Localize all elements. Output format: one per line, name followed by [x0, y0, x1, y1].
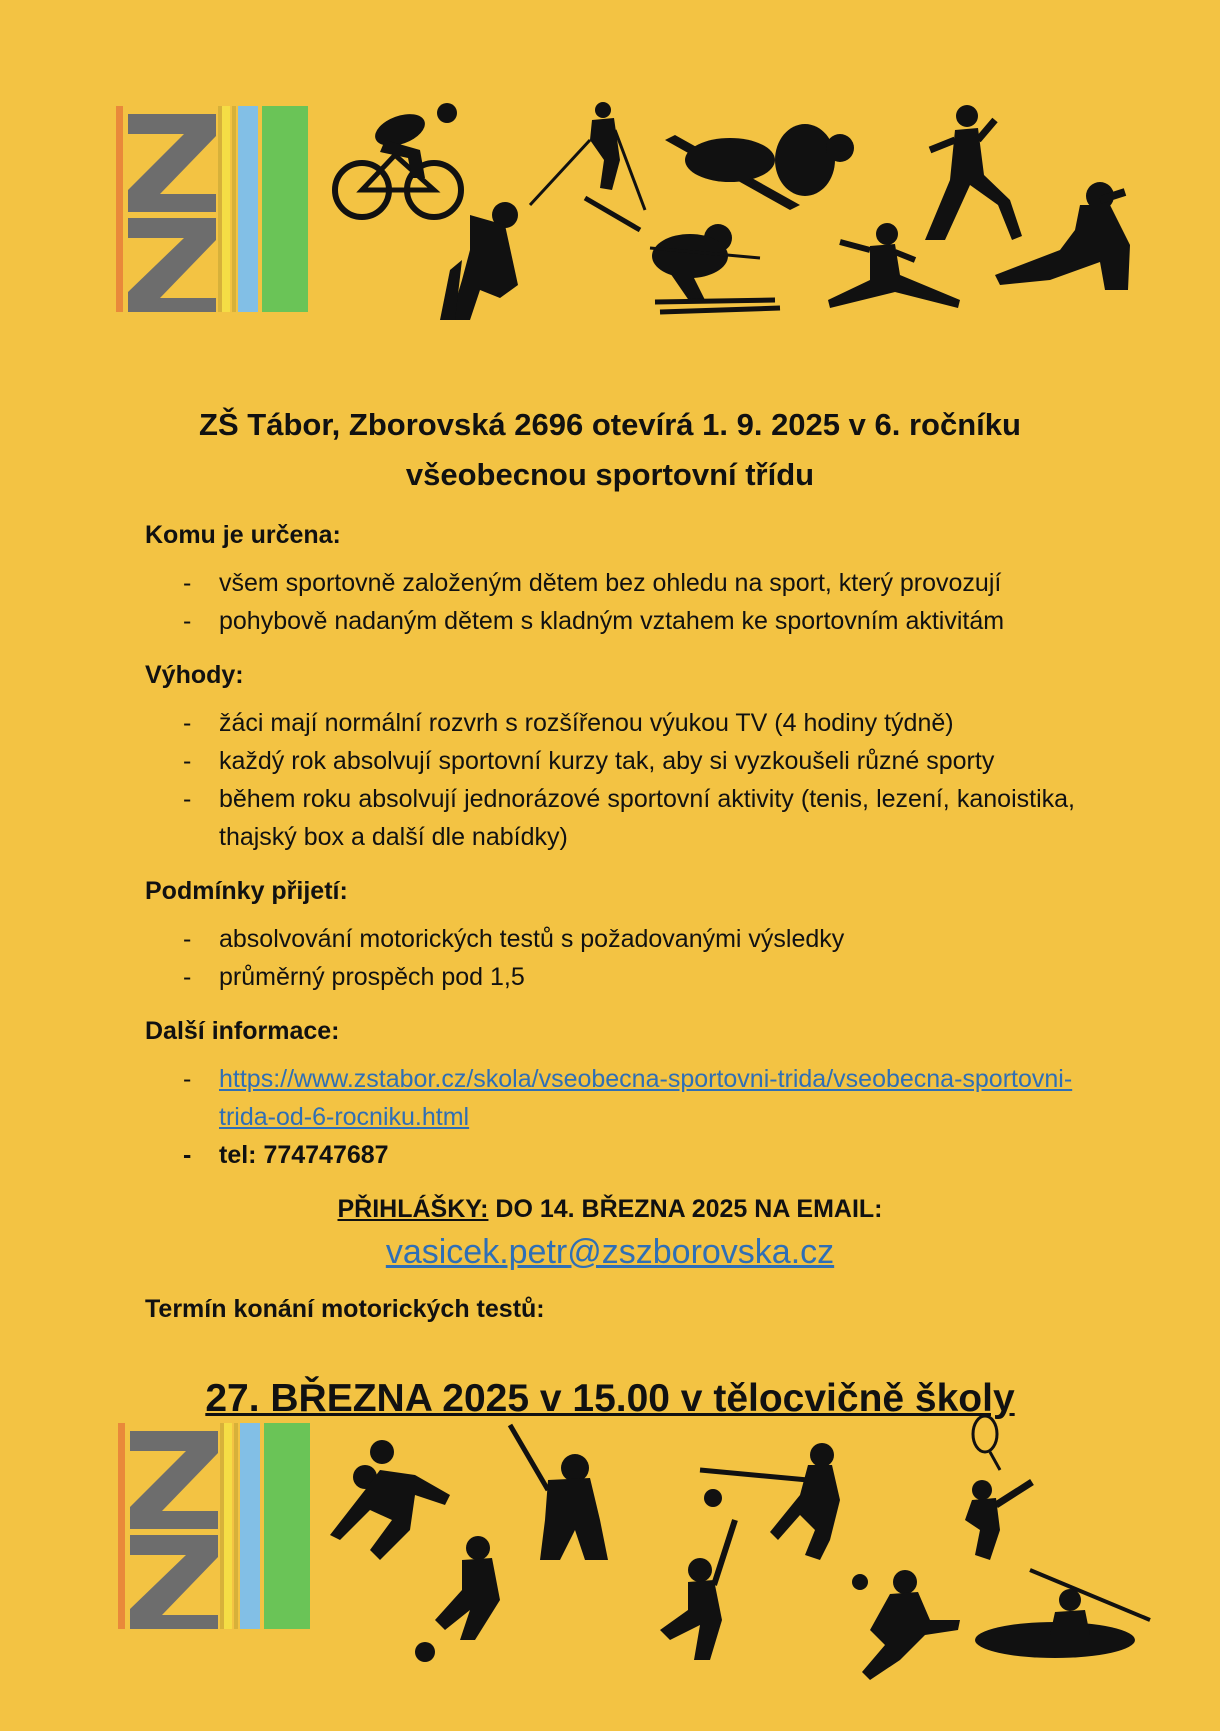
list-item: - průměrný prospěch pod 1,5 [145, 958, 1075, 996]
section-title-info: Další informace: [145, 1017, 340, 1045]
info-link[interactable]: https://www.zstabor.cz/skola/vseobecna-sportovni-trida/vseobecna-sportovni-trida-od-6-rocniku.html [219, 1065, 1073, 1131]
list-item: - absolvování motorických testů s požadovanými výsledky [145, 920, 1075, 958]
hockey-player-icon [510, 1425, 608, 1560]
application-label: PŘIHLÁŠKY: [337, 1195, 489, 1223]
tennis-player-icon [965, 1416, 1032, 1560]
title-line-1: ZŠ Tábor, Zborovská 2696 otevírá 1. 9. 2025 v 6. ročníku [199, 407, 1021, 442]
section-title-benefits: Výhody: [145, 661, 244, 689]
title-line-2: všeobecnou sportovní třídu [405, 457, 815, 492]
kayaker-icon [975, 1570, 1150, 1658]
list-item: - tel: 774747687 [145, 1136, 1075, 1174]
application-email[interactable]: vasicek.petr@zszborovska.cz [385, 1233, 835, 1271]
list-item: - každý rok absolvují sportovní kurzy tak, aby si vyzkoušeli různé sporty [145, 742, 1075, 780]
volleyball-player-icon [660, 1520, 735, 1660]
list-item: - všem sportovně založeným dětem bez ohledu na sport, který provozují [145, 564, 1075, 602]
handball-player-icon [852, 1570, 960, 1680]
test-date: 27. BŘEZNA 2025 v 15.00 v tělocvičně školy [205, 1377, 1015, 1420]
section-title-conditions: Podmínky přijetí: [145, 877, 348, 905]
golfer-icon [700, 1443, 840, 1560]
list-item: - během roku absolvují jednorázové sportovní aktivity (tenis, lezení, kanoistika, thajský box a další dle nabídky) [145, 780, 1075, 856]
footballer-icon [415, 1536, 500, 1662]
basketball-player-icon [330, 1440, 450, 1560]
section-title-target: Komu je určena: [145, 521, 341, 549]
application-text: DO 14. BŘEZNA 2025 NA EMAIL: [488, 1195, 883, 1223]
list-item: - žáci mají normální rozvrh s rozšířenou výukou TV (4 hodiny týdně) [145, 704, 1075, 742]
list-item: - pohybově nadaným dětem s kladným vztahem ke sportovním aktivitám [145, 602, 1075, 640]
section-title-tests: Termín konání motorických testů: [145, 1295, 545, 1323]
